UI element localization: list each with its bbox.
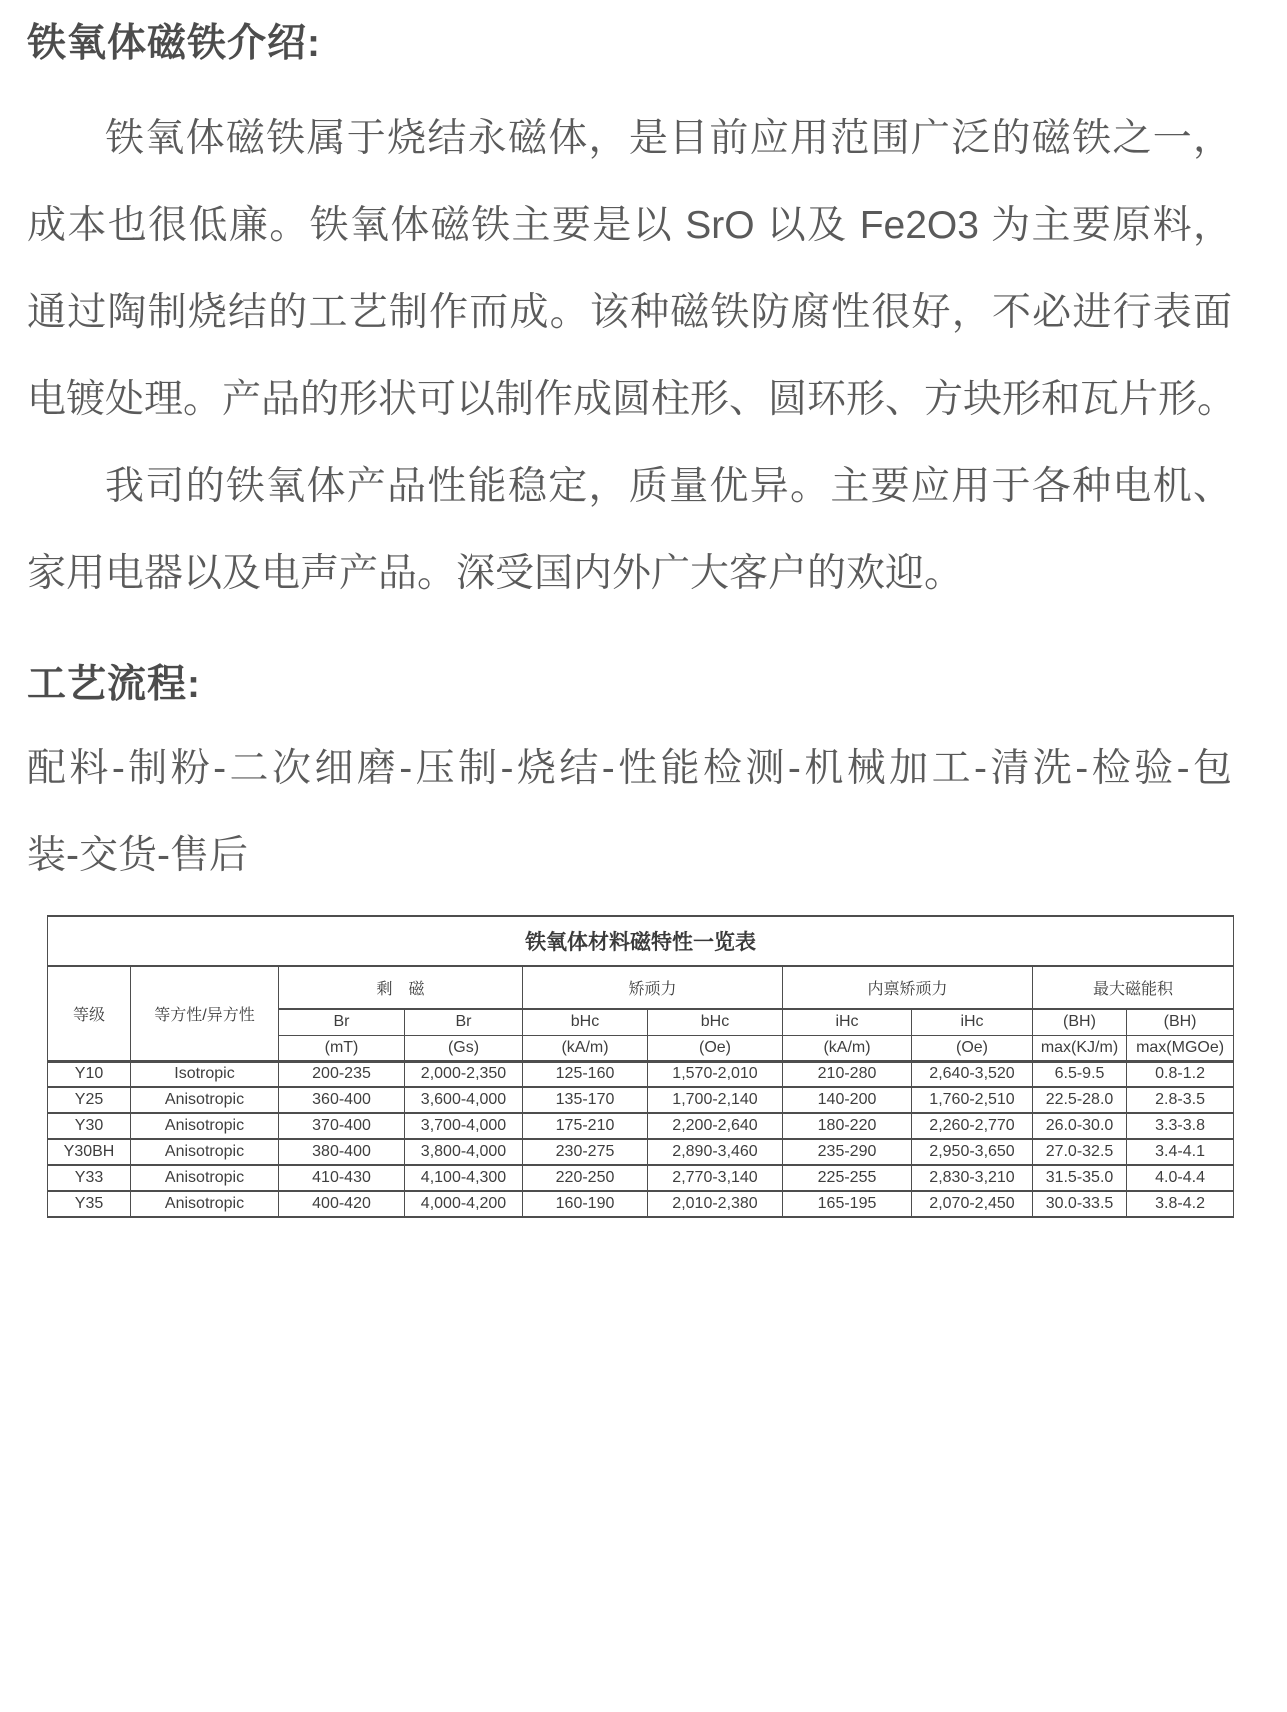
- table-cell: 3.4-4.1: [1127, 1139, 1234, 1165]
- table-cell: 160-190: [523, 1191, 648, 1217]
- table-cell: 220-250: [523, 1165, 648, 1191]
- header-cell: bHc: [648, 1009, 783, 1035]
- table-cell: 3,700-4,000: [405, 1113, 523, 1139]
- table-cell: 225-255: [783, 1165, 912, 1191]
- table-cell: Y30: [48, 1113, 131, 1139]
- table-cell: Y35: [48, 1191, 131, 1217]
- unit-cell: max(MGOe): [1127, 1035, 1234, 1061]
- process-line: 配料-制粉-二次细磨-压制-烧结-性能检测-机械加工-清洗-检验-包: [27, 747, 1232, 790]
- table-cell: 175-210: [523, 1113, 648, 1139]
- table-cell: 3.3-3.8: [1127, 1113, 1234, 1139]
- table-cell: 2,830-3,210: [912, 1165, 1033, 1191]
- unit-cell: (Gs): [405, 1035, 523, 1061]
- table-title-row: [48, 916, 1234, 966]
- table-cell: Anisotropic: [131, 1113, 279, 1139]
- table-cell: 400-420: [279, 1191, 405, 1217]
- magnetic-properties-table: [47, 915, 1234, 1218]
- table-cell: 2,200-2,640: [648, 1113, 783, 1139]
- table-cell: 3,600-4,000: [405, 1087, 523, 1113]
- table-cell: Y30BH: [48, 1139, 131, 1165]
- table-cell: 2,010-2,380: [648, 1191, 783, 1217]
- table-cell: 1,570-2,010: [648, 1061, 783, 1087]
- table-cell: 235-290: [783, 1139, 912, 1165]
- header-cell: iHc: [783, 1009, 912, 1035]
- table-cell: 135-170: [523, 1087, 648, 1113]
- table-cell: Y10: [48, 1061, 131, 1087]
- table-cell: 2,640-3,520: [912, 1061, 1033, 1087]
- table-cell: 2,070-2,450: [912, 1191, 1033, 1217]
- unit-cell: (Oe): [648, 1035, 783, 1061]
- table-cell: 410-430: [279, 1165, 405, 1191]
- unit-cell: (mT): [279, 1035, 405, 1061]
- table-cell: 3.8-4.2: [1127, 1191, 1234, 1217]
- grade-header-cell: 等级: [48, 966, 131, 1061]
- process-line: 装-交货-售后: [27, 834, 248, 877]
- table-cell: Anisotropic: [131, 1191, 279, 1217]
- table-cell: Anisotropic: [131, 1087, 279, 1113]
- isotropy-header-cell: 等方性/异方性: [131, 966, 279, 1061]
- process-paragraph: [27, 725, 1232, 899]
- intro-line: 通过陶制烧结的工艺制作而成。该种磁铁防腐性很好，不必进行表面: [27, 291, 1232, 334]
- intro-line: 电镀处理。产品的形状可以制作成圆柱形、圆环形、方块形和瓦片形。: [27, 378, 1237, 421]
- table-cell: 200-235: [279, 1061, 405, 1087]
- table-cell: 2,770-3,140: [648, 1165, 783, 1191]
- table-cell: 1,760-2,510: [912, 1087, 1033, 1113]
- table-cell: 360-400: [279, 1087, 405, 1113]
- table-cell: 31.5-35.0: [1033, 1165, 1127, 1191]
- table-cell: 6.5-9.5: [1033, 1061, 1127, 1087]
- table-cell: 2,890-3,460: [648, 1139, 783, 1165]
- intro-line: 家用电器以及电声产品。深受国内外广大客户的欢迎。: [27, 552, 964, 595]
- document-page: [0, 22, 1287, 1712]
- table-cell: 4,000-4,200: [405, 1191, 523, 1217]
- max-energy-product-group-header: 最大磁能积: [1033, 966, 1234, 1009]
- intrinsic-coercivity-group-header: 内禀矫顽力: [783, 966, 1033, 1009]
- intro-paragraph: [27, 95, 1237, 617]
- table-cell: 370-400: [279, 1113, 405, 1139]
- table-cell: Y33: [48, 1165, 131, 1191]
- header-cell: Br: [279, 1009, 405, 1035]
- table-cell: Anisotropic: [131, 1165, 279, 1191]
- table-cell: 3,800-4,000: [405, 1139, 523, 1165]
- intro-line: 成本也很低廉。铁氧体磁铁主要是以 SrO 以及 Fe2O3 为主要原料，: [27, 204, 1232, 247]
- intro-heading: 铁氧体磁铁介绍:: [27, 22, 321, 65]
- table-cell: 26.0-30.0: [1033, 1113, 1127, 1139]
- table-cell: Isotropic: [131, 1061, 279, 1087]
- coercivity-group-header: 矫顽力: [523, 966, 783, 1009]
- header-cell: Br: [405, 1009, 523, 1035]
- header-cell: iHc: [912, 1009, 1033, 1035]
- unit-cell: max(KJ/m): [1033, 1035, 1127, 1061]
- table-cell: 2,000-2,350: [405, 1061, 523, 1087]
- table-group-header-row: [48, 966, 1234, 1009]
- table-cell: 210-280: [783, 1061, 912, 1087]
- table-cell: 125-160: [523, 1061, 648, 1087]
- table-cell: 1,700-2,140: [648, 1087, 783, 1113]
- header-cell: (BH): [1127, 1009, 1234, 1035]
- table-cell: 180-220: [783, 1113, 912, 1139]
- header-cell: (BH): [1033, 1009, 1127, 1035]
- table-cell: 140-200: [783, 1087, 912, 1113]
- table-title: 铁氧体材料磁特性一览表: [48, 916, 1234, 966]
- table-cell: 22.5-28.0: [1033, 1087, 1127, 1113]
- table-cell: 0.8-1.2: [1127, 1061, 1234, 1087]
- table-cell: 27.0-32.5: [1033, 1139, 1127, 1165]
- table-row: [48, 1165, 1234, 1191]
- table-cell: 2,950-3,650: [912, 1139, 1033, 1165]
- intro-line: 铁氧体磁铁属于烧结永磁体，是目前应用范围广泛的磁铁之一，: [105, 117, 1232, 160]
- unit-cell: (Oe): [912, 1035, 1033, 1061]
- table-cell: 30.0-33.5: [1033, 1191, 1127, 1217]
- table-cell: Anisotropic: [131, 1139, 279, 1165]
- table-cell: Y25: [48, 1087, 131, 1113]
- unit-cell: (kA/m): [783, 1035, 912, 1061]
- header-cell: bHc: [523, 1009, 648, 1035]
- table-cell: 2,260-2,770: [912, 1113, 1033, 1139]
- table-cell: 230-275: [523, 1139, 648, 1165]
- table-cell: 380-400: [279, 1139, 405, 1165]
- process-heading: 工艺流程:: [27, 663, 201, 706]
- remanence-group-header: 剩 磁: [279, 966, 523, 1009]
- table-cell: 4.0-4.4: [1127, 1165, 1234, 1191]
- table-cell: 165-195: [783, 1191, 912, 1217]
- table-row: [48, 1087, 1234, 1113]
- intro-line: 我司的铁氧体产品性能稳定，质量优异。主要应用于各种电机、: [105, 465, 1232, 508]
- table-row: [48, 1139, 1234, 1165]
- unit-cell: (kA/m): [523, 1035, 648, 1061]
- table-row: [48, 1061, 1234, 1087]
- table-cell: 4,100-4,300: [405, 1165, 523, 1191]
- table-row: [48, 1191, 1234, 1217]
- table-row: [48, 1113, 1234, 1139]
- table-cell: 2.8-3.5: [1127, 1087, 1234, 1113]
